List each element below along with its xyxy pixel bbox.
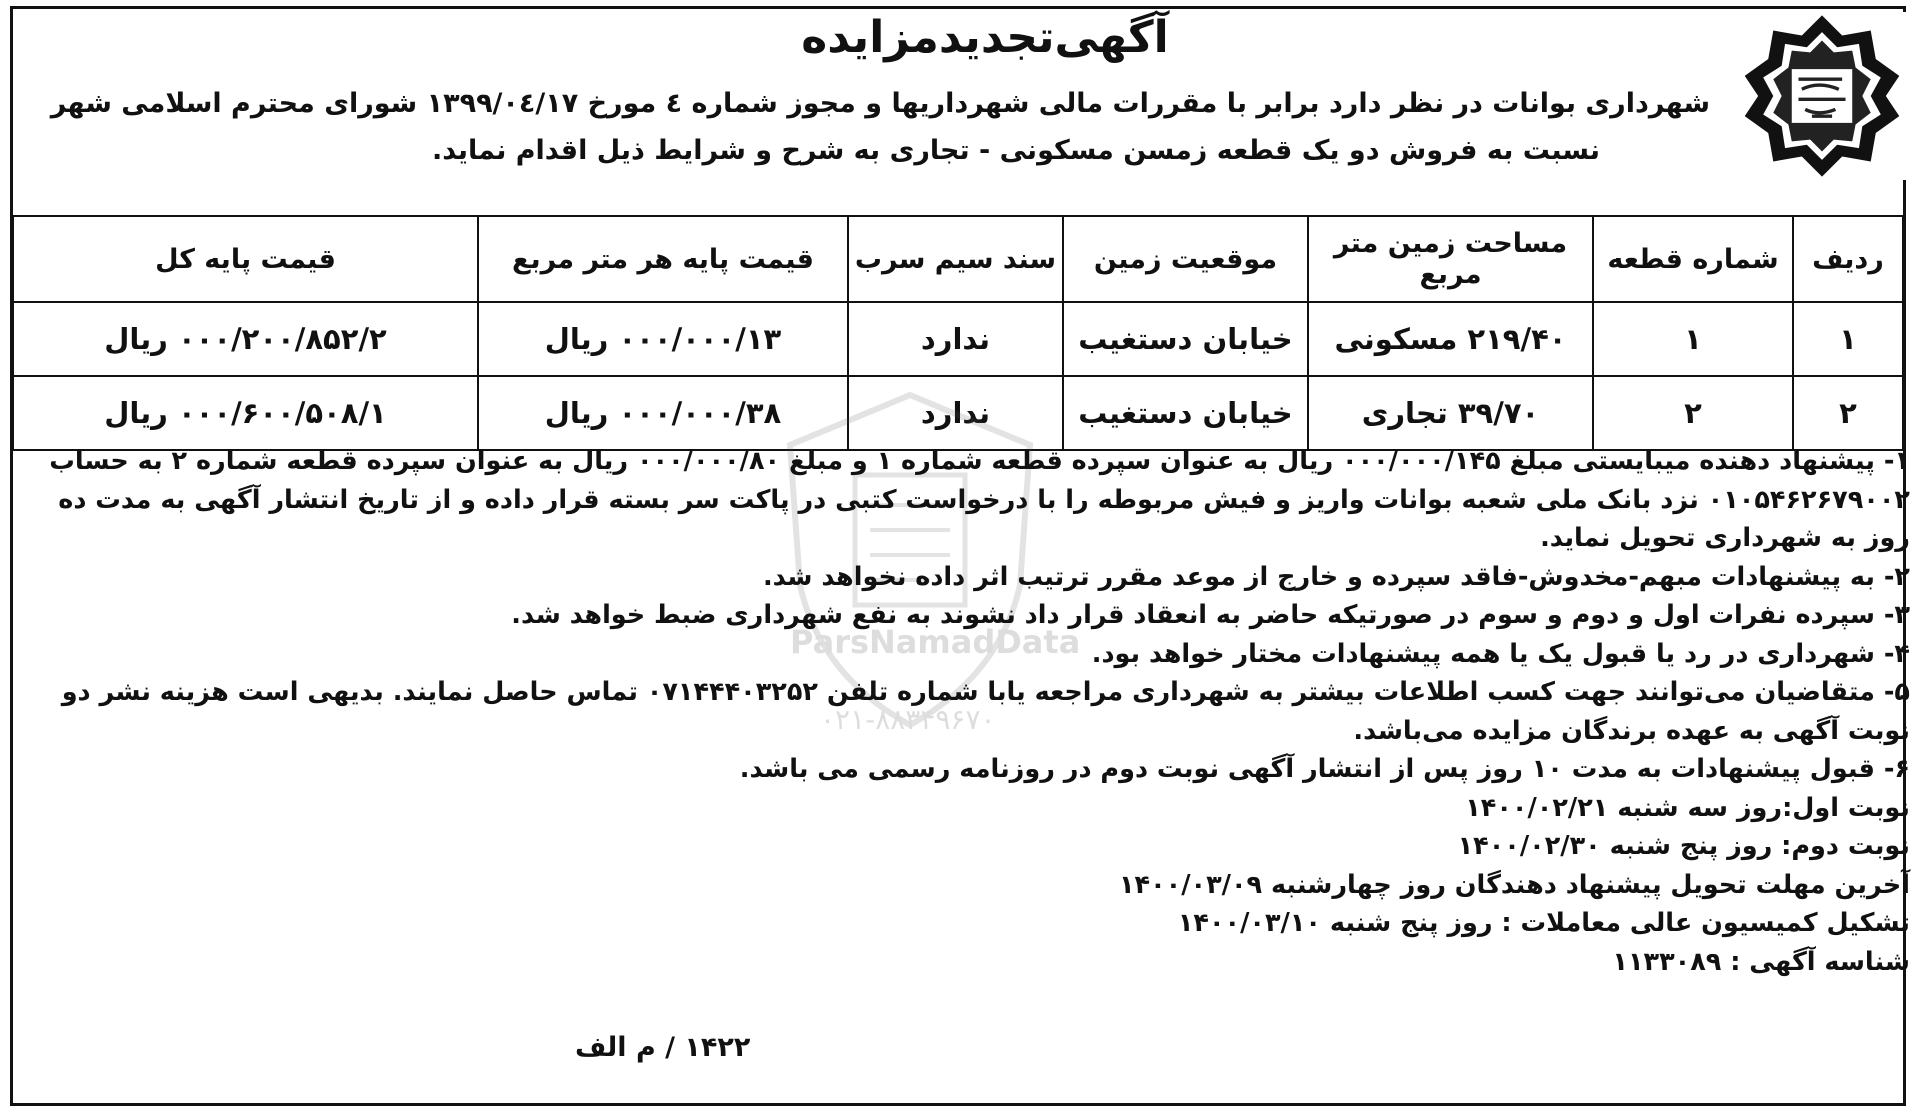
date-submission-deadline: آخرین مهلت تحویل پیشنهاد دهندگان روز چهارشنبه ۱۴۰۰/۰۳/۰۹: [1118, 869, 1910, 900]
cell-total-price: ۰۰۰/۲۰۰/۸۵۲/۲ ریال: [13, 302, 478, 376]
condition-item: ۳- سپرده نفرات اول و دوم و سوم در صورتیکه حاضر به انعقاد قرار داد نشوند به نفع شهرداری ضبط خواهد شد.: [511, 600, 1910, 630]
header-area: مساحت زمین متر مربع: [1308, 216, 1593, 302]
condition-item: ۶- قبول پیشنهادات به مدت ۱۰ روز پس از انتشار آگهی نوبت دوم در روزنامه رسمی می باشد.: [739, 754, 1910, 784]
cell-deed: ندارد: [848, 376, 1063, 450]
header-row-number: ردیف: [1793, 216, 1903, 302]
table-row: [13, 302, 1903, 376]
header-location: موقعیت زمین: [1063, 216, 1308, 302]
cell-location: خیابان دستغیب: [1063, 302, 1308, 376]
watermark-brand: ParsNamadData: [790, 623, 1081, 661]
date-second-publication: نوبت دوم: روز پنج شنبه ۱۴۰۰/۰۲/۳۰: [1457, 831, 1910, 861]
cell-price-per-meter: ۰۰۰/۰۰۰/۳۸ ریال: [478, 376, 848, 450]
cell-row-number: ۲: [1793, 376, 1903, 450]
cell-area: ۲۱۹/۴۰ مسکونی: [1308, 302, 1593, 376]
date-first-publication: نوبت اول:روز سه شنبه ۱۴۰۰/۰۲/۲۱: [1465, 792, 1910, 823]
table-header-row: [13, 216, 1903, 302]
condition-item: ۵- متقاضیان می‌توانند جهت کسب اطلاعات بیشتر به شهرداری مراجعه یابا شماره تلفن ۰۷۱۴۴۴۰۳۲۵۲ تماس حاصل نمایند. بدیهی است هزینه نشر دو نوبت آگهی به عهده برندگان مزایده می‌باشد.: [61, 677, 1910, 746]
intro-line-2: نسبت به فروش دو یک قطعه زمسن مسکونی - تجاری به شرح و شرایط ذیل اقدام نماید.: [432, 135, 1600, 166]
ad-code: ۱۴۲۲ / م الف: [575, 1032, 751, 1063]
notice-id: شناسه آگهی : ۱۱۳۳۰۸۹: [1612, 946, 1910, 977]
condition-item: ۲- به پیشنهادات مبهم-مخدوش-فاقد سپرده و خارج از موعد مقرر ترتیب اثر داده نخواهد شد.: [762, 561, 1910, 592]
municipality-logo-icon: [1738, 12, 1906, 180]
condition-item: ۱- پیشنهاد دهنده میبایستی مبلغ ۰۰۰/۰۰۰/۱۴۵ ریال به عنوان سپرده قطعه شماره ۱ و مبلغ ۰۰۰/۰۰۰/۸۰ ریال به عنوان سپرده قطعه شماره ۲ به حساب ۰۱۰۵۴۶۲۶۷۹۰۰۲ نزد بانک ملی شعبه بوانات واریز و فیش مربوطه را با درخواست کتبی در پاکت سر بسته قرار داده و از تاریخ انتشار آگهی به مدت ده روز به شهرداری تحویل نماید.: [49, 446, 1910, 553]
cell-deed: ندارد: [848, 302, 1063, 376]
watermark-phone: ۰۲۱-۸۸۳۴۹۶۷۰: [820, 703, 996, 736]
header-total-price: قیمت پایه کل: [13, 216, 478, 302]
header-price-per-meter: قیمت پایه هر متر مربع: [478, 216, 848, 302]
cell-location: خیابان دستغیب: [1063, 376, 1308, 450]
header-deed: سند سیم سرب: [848, 216, 1063, 302]
cell-price-per-meter: ۰۰۰/۰۰۰/۱۳ ریال: [478, 302, 848, 376]
header-lot-number: شماره قطعه: [1593, 216, 1793, 302]
notice-intro: [8, 80, 1710, 174]
cell-area: ۳۹/۷۰ تجاری: [1308, 376, 1593, 450]
cell-total-price: ۰۰۰/۶۰۰/۵۰۸/۱ ریال: [13, 376, 478, 450]
cell-lot-number: ۱: [1593, 302, 1793, 376]
cell-lot-number: ۲: [1593, 376, 1793, 450]
intro-line-1: شهرداری بوانات در نظر دارد برابر با مقررات مالی شهرداریها و مجوز شماره ٤ مورخ ۱۳۹۹/۰٤/۱۷ شورای محترم اسلامی شهر: [50, 88, 1710, 119]
notice-title: آگهی‌تجدیدمزایده: [801, 12, 1169, 63]
conditions-list: [8, 442, 1910, 981]
cell-row-number: ۱: [1793, 302, 1903, 376]
condition-item: ۴- شهرداری در رد یا قبول یک یا همه پیشنهادات مختار خواهد بود.: [1091, 638, 1910, 669]
date-commission-meeting: تشکیل کمیسیون عالی معاملات : روز پنج شنبه ۱۴۰۰/۰۳/۱۰: [1177, 908, 1910, 938]
